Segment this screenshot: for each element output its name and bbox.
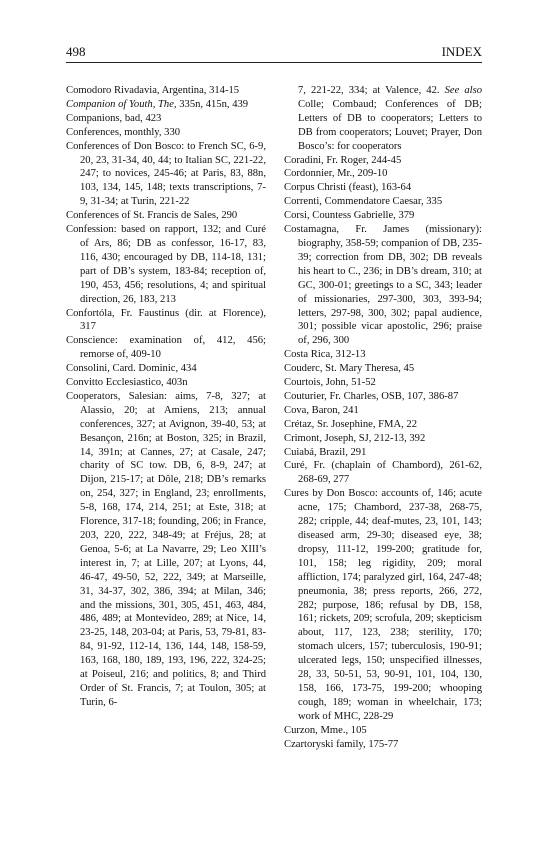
index-entry-pre: Corpus Christi (feast), 163-64 bbox=[284, 182, 412, 194]
index-entry-pre: Conscience: examination of, 412, 456; remorse of, 409-10 bbox=[66, 335, 266, 361]
index-entry bbox=[284, 487, 482, 723]
index-entry bbox=[284, 209, 482, 223]
index-entry bbox=[284, 223, 482, 348]
index-entry bbox=[284, 181, 482, 195]
index-entry bbox=[284, 446, 482, 460]
index-entry bbox=[284, 84, 482, 154]
index-entry-pre: Confession: based on rapport, 132; and Curé of Ars, 86; DB as confessor, 16-17, 83, 116, 430; encouraged by DB, 114-18, 131; part of DB’s system, 183-84; reception of, 190, 453, 456; resolutions, 4; and spiritual direction, 26, 183, 213 bbox=[66, 224, 266, 305]
index-entry-pre: Consolini, Card. Dominic, 434 bbox=[66, 363, 197, 375]
section-title: INDEX bbox=[441, 44, 482, 59]
index-entry bbox=[284, 195, 482, 209]
index-entry bbox=[284, 404, 482, 418]
index-entry bbox=[66, 362, 266, 376]
index-entry bbox=[284, 376, 482, 390]
index-entry-pre: Curé, Fr. (chaplain of Chambord), 261-62, 268-69, 277 bbox=[284, 460, 482, 486]
index-entry bbox=[66, 98, 266, 112]
index-entry-post: 335n, 415n, 439 bbox=[176, 98, 249, 110]
index-entry bbox=[66, 307, 266, 335]
index-entry bbox=[284, 362, 482, 376]
index-entry-pre: Crétaz, Sr. Josephine, FMA, 22 bbox=[284, 418, 418, 430]
index-entry-pre: Couderc, St. Mary Theresa, 45 bbox=[284, 363, 415, 375]
index-entry bbox=[284, 167, 482, 181]
index-entry-pre: Crimont, Joseph, SJ, 212-13, 392 bbox=[284, 432, 426, 444]
index-entry-pre: Curzon, Mme., 105 bbox=[284, 724, 367, 736]
index-entry-pre: Convitto Ecclesiastico, 403n bbox=[66, 377, 188, 389]
index-entry-italic: Companion of Youth, The, bbox=[66, 98, 177, 110]
index-entry bbox=[284, 432, 482, 446]
index-entry-pre: Cordonnier, Mr., 209-10 bbox=[284, 168, 388, 180]
index-entry bbox=[66, 334, 266, 362]
index-entry-pre: Coradini, Fr. Roger, 244-45 bbox=[284, 154, 402, 166]
index-entry-pre: Comodoro Rivadavia, Argentina, 314-15 bbox=[66, 85, 240, 96]
index-entry bbox=[284, 418, 482, 432]
header-rule bbox=[66, 62, 482, 63]
index-column-left bbox=[66, 84, 266, 710]
index-entry-pre: Conferences of Don Bosco: to French SC, 6-9, 20, 23, 31-34, 40, 44; to Italian SC, 221-22, 247; to novices, 245-46; at Paris, 83, 88n, 103, 134, 145, 148; texts transcriptions, 7-9, 31-34; at Turin, 221-22 bbox=[66, 140, 266, 208]
index-entry-pre: Cuiabá, Brazil, 291 bbox=[284, 446, 367, 458]
index-entry-pre: Costa Rica, 312-13 bbox=[284, 349, 366, 361]
index-entry bbox=[66, 140, 266, 210]
index-entry bbox=[284, 459, 482, 487]
index-entry bbox=[66, 376, 266, 390]
index-entry-pre: Czartoryski family, 175-77 bbox=[284, 738, 399, 750]
index-entry-pre: Costamagna, Fr. James (missionary): biography, 358-59; companion of DB, 235-39; correction from DB, 302; DB reveals his heart to C., 236; in DB’s dream, 310; at GC, 300-01; greetings to a SC, 343; leader of missionaries, 297-300, 303, 393-94; letters, 297-98, 300, 302; papal audience, 301; possible vicar apostolic, 296; praise of, 296, 300 bbox=[284, 224, 482, 347]
index-entry-pre: Conferences of St. Francis de Sales, 290 bbox=[66, 210, 238, 222]
index-entry bbox=[284, 348, 482, 362]
index-entry-pre: Cures by Don Bosco: accounts of, 146; acute acne, 175; Chambord, 237-38, 268-75, 282; cripple, 44; deaf-mutes, 23, 101, 143; diseased arm, 29-30; diseased eye, 38; dropsy, 111-12, 199-200; gratitude for, 101, 158; leg rigidity, 209; moral affliction, 174; paralyzed girl, 164, 247-48; pneumonia, 38; press reports, 266, 272, 282; purpose, 186; refusal by DB, 158, 161; rickets, 209; scrofula, 209; skepticism about, 117, 123, 238; sterility, 170; stomach ulcers, 157; tuberculosis, 190-91; ulcerated legs, 150; unspecified illnesses, 28, 33, 50-51, 53, 90-91, 101, 104, 130, 158, 166, 173-75, 199-200; whooping cough, 189; woman in wheelchair, 173; work of MHC, 228-29 bbox=[284, 488, 482, 722]
index-entry-pre: Correnti, Commendatore Caesar, 335 bbox=[284, 196, 443, 208]
index-entry-pre: 7, 221-22, 334; at Valence, 42. bbox=[298, 85, 445, 96]
index-entry bbox=[66, 112, 266, 126]
index-entry-pre: Conferences, monthly, 330 bbox=[66, 126, 181, 138]
index-entry-pre: Corsi, Countess Gabrielle, 379 bbox=[284, 210, 415, 222]
index-entry-pre: Cova, Baron, 241 bbox=[284, 404, 359, 416]
index-entry bbox=[284, 154, 482, 168]
index-entry bbox=[66, 126, 266, 140]
index-entry-post: Colle; Combaud; Conferences of DB; Letters of DB to cooperators; Letters to DB from cooperators; Louvet; Prayer, Don Bosco’s: for cooperators bbox=[298, 98, 482, 152]
index-entry bbox=[66, 390, 266, 710]
index-entry bbox=[66, 209, 266, 223]
index-entry-pre: Couturier, Fr. Charles, OSB, 107, 386-87 bbox=[284, 390, 459, 402]
index-entry-pre: Courtois, John, 51-52 bbox=[284, 377, 376, 389]
index-entry-pre: Confortóla, Fr. Faustinus (dir. at Florence), 317 bbox=[66, 307, 266, 333]
index-entry-pre: Companions, bad, 423 bbox=[66, 112, 162, 124]
index-entry bbox=[284, 390, 482, 404]
index-entry bbox=[66, 223, 266, 306]
index-entry bbox=[284, 738, 482, 752]
index-entry bbox=[66, 84, 266, 98]
index-entry bbox=[284, 724, 482, 738]
index-entry-italic: See also bbox=[444, 85, 483, 96]
index-column-right bbox=[284, 84, 482, 752]
index-entry-pre: Cooperators, Salesian: aims, 7-8, 327; at Alassio, 20; at Amiens, 213; annual conferences, 327; at Avignon, 39-40, 53; at Besançon, 216n; at Boston, 325; in Brazil, 14, 391n; at Cannes, 27; at Casale, 247; charity of SC tow. DB, 6, 8-9, 247; at Dijon, 215-17; at Dôle, 218; DB’s remarks on, 254, 327; in England, 23; enrollments, 5-8, 168, 174, 214, 251; at Este, 318; at Florence, 317-18; founding, 206; in France, 203, 220, 222, 348-49; at Fréjus, 28; at Genoa, 5-6; at La Navarre, 29; Leo XIII’s interest in, 7; at Lille, 207; at Lyons, 44, 46-47, 49-50, 52, 222, 349; at Marseille, 31, 34-37, 302, 386, 394; at Milan, 346; and the missions, 301, 305, 451, 463, 484, 486, 489; at Montevideo, 289; at Nice, 14, 23-25, 148, 203-04; at Paris, 53, 79-81, 83-84, 91-92, 112-14, 136, 144, 148, 158-59, 163, 168, 180, 189, 193, 196, 222, 324-25; at Poiseul, 216; and politics, 8; and Third Order of St. Francis, 7; at Toulon, 305; at Turin, 6- bbox=[66, 390, 266, 708]
running-header bbox=[66, 44, 482, 60]
page-number: 498 bbox=[66, 44, 86, 59]
